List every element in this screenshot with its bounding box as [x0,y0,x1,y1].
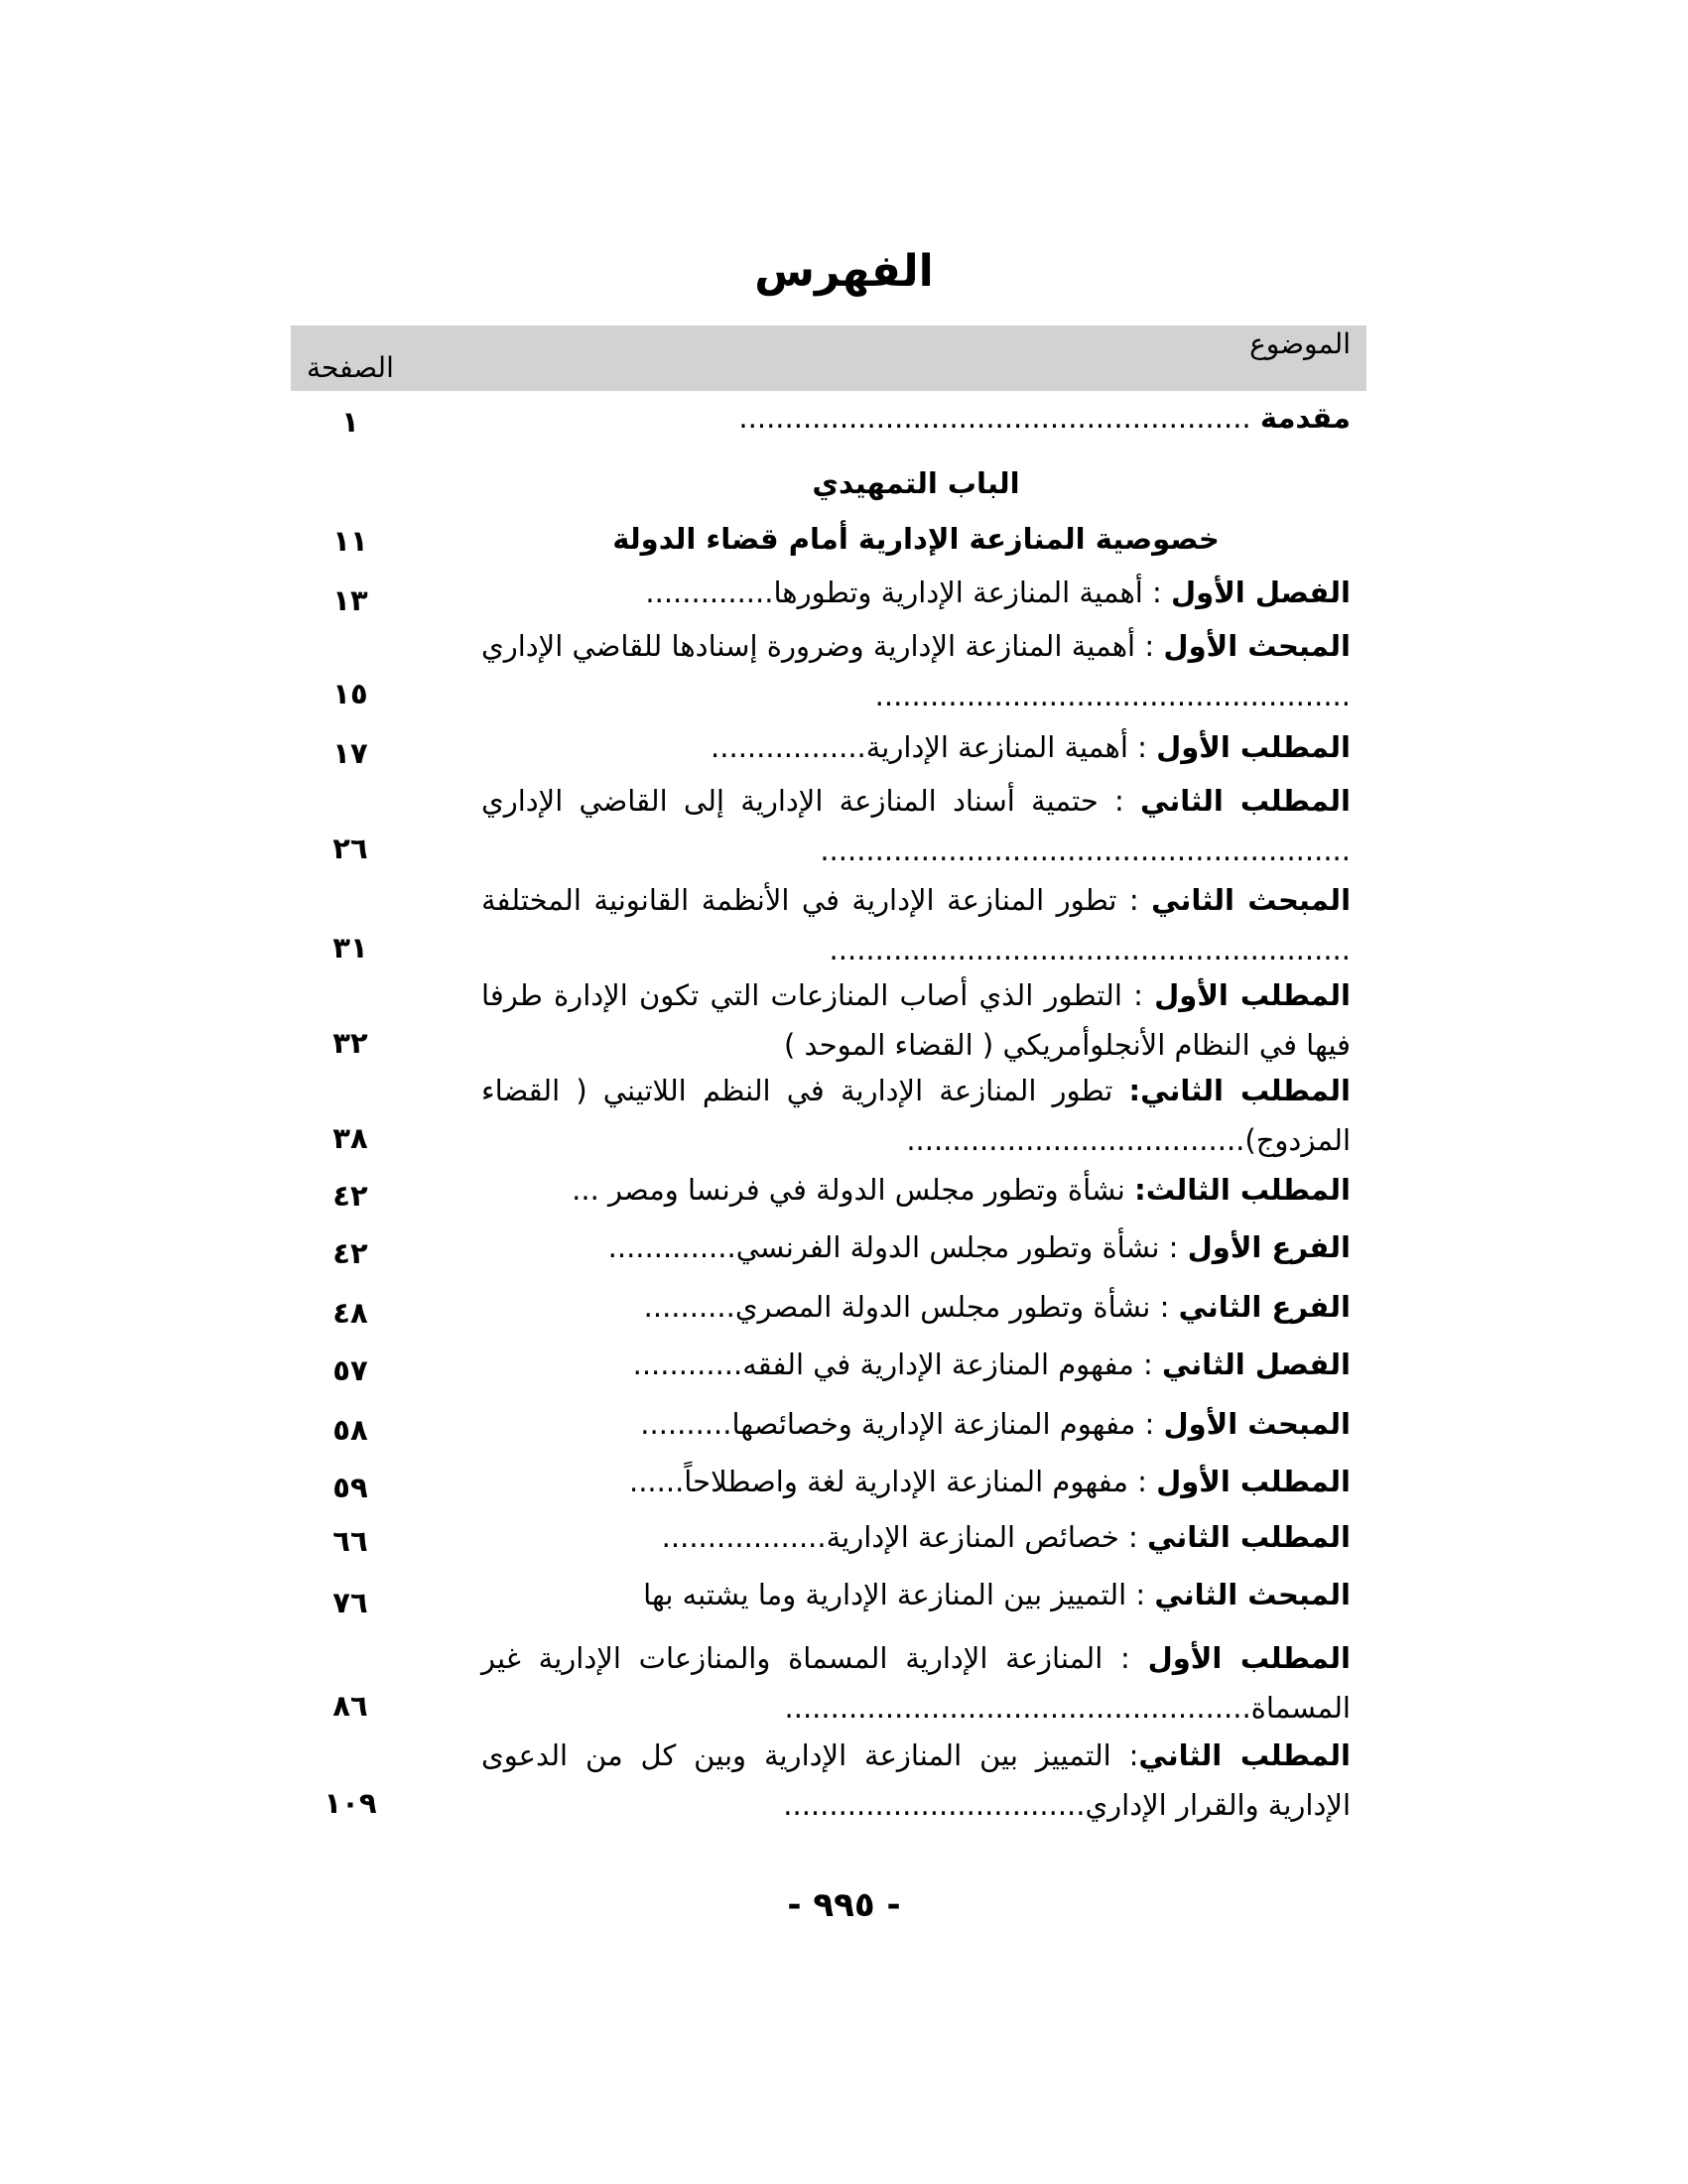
toc-entry-text: المطلب الأول : التطور الذي أصاب المنازعات التي تكون الإدارة طرفا فيها في النظام الأنجلوأمريكي ( القضاء الموحد ) [481,978,1351,1062]
toc-entry-text: المبحث الأول : مفهوم المنازعة الإدارية وخصائصها.......... [640,1407,1351,1441]
toc-entry-page: ١٠٩ [324,1786,377,1820]
toc-row [291,1066,1366,1165]
toc-entry-page: ١٥ [332,677,368,710]
toc-entry-text: مقدمة ........................................................ [738,401,1351,435]
toc-row [291,1399,1366,1449]
toc-entry-page: ٤٢ [332,1179,368,1213]
toc-entry-label: المبحث الأول [1163,629,1351,663]
toc-row [291,1165,1366,1215]
toc-entry-label: المبحث الثاني [1151,883,1352,917]
toc-entry-label: المطلب الثاني [1147,1520,1351,1554]
toc-entry-text: المطلب الثاني: تطور المنازعة الإدارية في النظم اللاتيني ( القضاء المزدوج)..................................... [481,1074,1351,1157]
part-heading: الباب التمهيدي [812,466,1020,500]
toc-row [291,1457,1366,1506]
toc-entry-label: الفرع الثاني [1178,1290,1351,1324]
toc-row [291,1633,1366,1733]
toc-entry-text: الفرع الأول : نشأة وتطور مجلس الدولة الفرنسي.............. [607,1230,1351,1264]
toc-row [291,1731,1366,1830]
toc-entry-page: ١١ [332,524,368,558]
toc-entry-page: ٢٦ [332,832,368,865]
toc-row [291,1570,1366,1619]
toc-entry-label: مقدمة [1259,401,1351,435]
toc-row [291,875,1366,974]
toc-row [291,514,1366,564]
toc-entry-label: المطلب الثالث: [1134,1173,1351,1207]
toc-row [291,1340,1366,1389]
topic-column-header: الموضوع [1249,327,1351,360]
toc-entry-text: المبحث الأول : أهمية المنازعة الإدارية وضرورة إسنادها للقاضي الإداري .................................................... [481,629,1351,712]
toc-entry-text: الفرع الثاني : نشأة وتطور مجلس الدولة المصري.......... [643,1290,1351,1324]
toc-row [291,568,1366,617]
toc-entry-text: المطلب الثاني: التمييز بين المنازعة الإدارية وبين كل من الدعوى الإدارية والقرار الإداري................................. [481,1738,1351,1822]
toc-entry-page: ٧٦ [332,1586,368,1619]
toc-entry-page: ٣١ [332,931,368,964]
toc-row [291,458,1366,508]
toc-entry-page: ٥٨ [332,1413,368,1447]
toc-entry-text: المطلب الأول : أهمية المنازعة الإدارية................. [711,730,1351,764]
toc-row [291,621,1366,720]
toc-entry-label: المبحث الأول [1163,1407,1351,1441]
toc-entry-label: المطلب الثاني: [1128,1074,1351,1107]
toc-entry-page: ٤٢ [332,1236,368,1270]
toc-entry-page: ١ [341,405,359,439]
toc-entry-page: ٤٨ [332,1296,368,1330]
toc-entry-text: المبحث الثاني : تطور المنازعة الإدارية في الأنظمة القانونية المختلفة ......................................................... [481,883,1352,966]
toc-entry-page: ٥٩ [332,1471,368,1504]
toc-entry-text: المبحث الثاني : التمييز بين المنازعة الإدارية وما يشتبه بها [643,1578,1351,1611]
toc-entry-label: المطلب الثاني [1140,784,1351,818]
toc-row [291,1222,1366,1272]
toc-row [291,776,1366,875]
page-number: - ٩٩٥ - [787,1885,901,1925]
toc-row [291,1282,1366,1332]
toc-entry-text: المطلب الثاني : حتمية أسناد المنازعة الإدارية إلى القاضي الإداري .......................................................... [481,784,1351,867]
toc-entry-page: ٨٦ [332,1689,368,1723]
toc-entry-page: ٦٦ [332,1524,368,1558]
toc-entry-text: الفصل الأول : أهمية المنازعة الإدارية وتطورها.............. [645,576,1351,609]
toc-entry-label: الفصل الثاني [1161,1348,1351,1381]
toc-entry-page: ١٣ [332,583,368,617]
page-column-header: الصفحة [307,351,394,384]
toc-entry-label: المطلب الأول [1147,1641,1351,1675]
toc-entry-page: ٣٨ [332,1121,368,1155]
toc-entry-label: الفرع الأول [1187,1230,1351,1264]
toc-entry-page: ٣٢ [332,1026,368,1060]
toc-header [291,325,1366,391]
toc-entry-text: الفصل الثاني : مفهوم المنازعة الإدارية في الفقه............ [632,1348,1351,1381]
toc-entry-label: الفصل الأول [1171,576,1351,609]
part-subheading: خصوصية المنازعة الإدارية أمام قضاء الدولة [612,522,1220,556]
toc-row [291,393,1366,443]
toc-entry-label: المطلب الأول [1154,978,1351,1012]
toc-row [291,722,1366,772]
toc-entry-page: ٥٧ [332,1353,368,1387]
page-title: الفهرس [754,246,934,297]
toc-entry-text: المطلب الأول : المنازعة الإدارية المسماة والمنازعات الإدارية غير المسماة................................................... [481,1641,1351,1725]
toc-entry-text: المطلب الثاني : خصائص المنازعة الإدارية.................. [661,1520,1351,1554]
toc-entry-page: ١٧ [332,736,368,770]
toc-entry-label: المطلب الأول [1156,1465,1351,1498]
toc-entry-text: المطلب الثالث: نشأة وتطور مجلس الدولة في فرنسا ومصر ... [572,1173,1351,1207]
toc-entry-label: المطلب الأول [1156,730,1351,764]
toc-entry-text: المطلب الأول : مفهوم المنازعة الإدارية لغة واصطلاحاً...... [629,1465,1351,1498]
toc-entry-label: المطلب الثاني [1138,1738,1351,1772]
toc-row [291,970,1366,1070]
toc-entry-label: المبحث الثاني [1154,1578,1351,1611]
toc-row [291,1512,1366,1562]
